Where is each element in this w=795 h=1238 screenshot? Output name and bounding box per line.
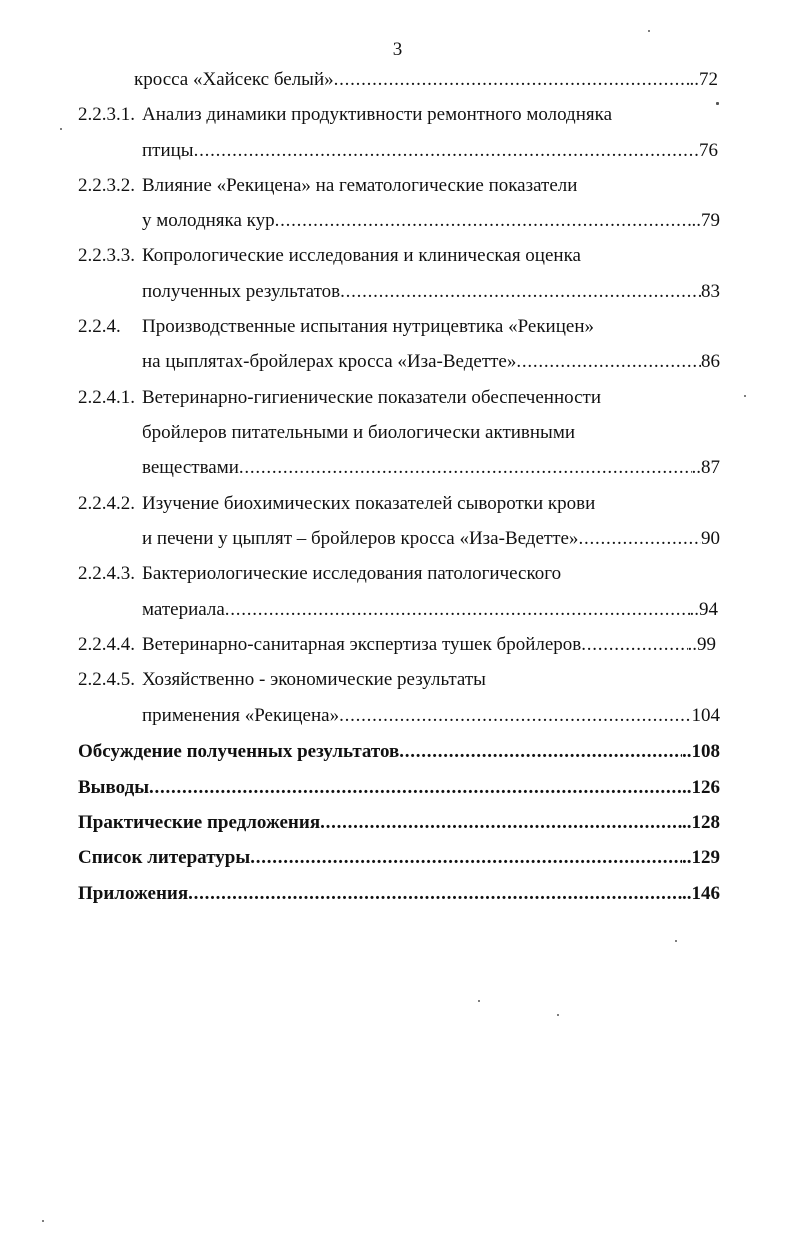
toc-entry-text: Анализ динамики продуктивности ремонтного молодняка [142, 104, 612, 125]
toc-entry-page: ..129 [682, 847, 720, 868]
toc-entry-number: 2.2.3.1. [78, 104, 135, 125]
toc-entry-number: 2.2.4.5. [78, 669, 135, 690]
toc-entry-2-2-3-1-cont [142, 139, 718, 163]
toc-entry-2-2-4-1 [78, 386, 601, 410]
dot-leader [239, 456, 692, 480]
toc-entry-page: ..87 [691, 457, 720, 478]
toc-entry-2-2-4-3-cont [142, 598, 718, 622]
toc-entry-text: применения «Рекицена» [142, 705, 340, 726]
table-of-contents [0, 60, 795, 920]
scan-speck [716, 102, 719, 105]
toc-entry-page: ..128 [682, 812, 720, 833]
dot-leader [250, 846, 682, 870]
toc-entry-page: 86 [701, 351, 720, 372]
toc-entry-page: 104 [691, 705, 720, 726]
toc-entry-text: Список литературы [78, 847, 251, 868]
scan-speck [42, 1220, 44, 1222]
toc-entry-page: 90 [701, 528, 720, 549]
toc-entry-text: Изучение биохимических показателей сыворотки крови [142, 493, 596, 514]
toc-entry-page: ..99 [687, 634, 716, 655]
dot-leader [340, 280, 701, 304]
toc-entry-text: Ветеринарно-санитарная экспертиза тушек бройлеров [142, 634, 582, 655]
toc-entry-number: 2.2.4.3. [78, 563, 135, 584]
toc-entry-text: Приложения [78, 883, 189, 904]
toc-entry-2-2-4-4 [78, 633, 716, 657]
toc-entry-2-2-4-5 [78, 668, 486, 692]
toc-entry-2-2-3-3-cont [142, 280, 720, 304]
toc-entry-2-2-4-1-cont [142, 456, 720, 480]
scan-speck [675, 940, 677, 942]
scan-speck [744, 395, 746, 397]
dot-leader [188, 882, 682, 906]
toc-entry-text: Практические предложения [78, 812, 321, 833]
toc-entry-number: 2.2.4.2. [78, 493, 135, 514]
toc-entry-page: ..146 [682, 883, 720, 904]
scan-speck [60, 128, 62, 130]
toc-entry-2-2-4-2 [78, 492, 595, 516]
toc-entry-text: у молодняка кур [142, 210, 275, 231]
toc-entry-2-2-4-2-cont [142, 527, 720, 551]
toc-entry-2-2-3-1 [78, 103, 612, 127]
toc-entry-text: на цыплятах-бройлерах кросса «Иза-Ведетте» [142, 351, 517, 372]
toc-entry-2-2-3-3 [78, 244, 581, 268]
page-number: 3 [392, 39, 403, 60]
toc-entry-text-with-number [78, 633, 581, 657]
toc-entry-number: 2.2.3.2. [78, 175, 135, 196]
toc-entry-text: Бактериологические исследования патологического [142, 563, 562, 584]
toc-entry-page: 83 [701, 281, 720, 302]
toc-entry-page: ..79 [691, 210, 720, 231]
toc-entry-text: и печени у цыплят – бройлеров кросса «Иза-Ведетте» [142, 528, 579, 549]
toc-entry-text: птицы [142, 140, 194, 161]
toc-entry-conclusions [78, 776, 720, 800]
toc-entry-page: ..94 [689, 599, 718, 620]
toc-entry-text: веществами [142, 457, 239, 478]
toc-entry-references [78, 846, 720, 870]
toc-entry-2-2-4 [78, 315, 594, 339]
toc-entry-text: материала [142, 599, 225, 620]
toc-entry-2-2-4-1-line2 [142, 421, 575, 445]
toc-entry-page: ..108 [682, 741, 720, 762]
toc-entry-text: полученных результатов [142, 281, 341, 302]
dot-leader [516, 350, 701, 374]
scan-speck [648, 30, 650, 32]
toc-entry-text: Обсуждение полученных результатов [78, 741, 400, 762]
dot-leader [334, 68, 690, 92]
toc-entry-2-2-4-3 [78, 562, 561, 586]
toc-entry-number: 2.2.4.4. [78, 634, 135, 655]
dot-leader [339, 704, 691, 728]
dot-leader [194, 139, 699, 163]
toc-entry-practical-suggestions [78, 811, 720, 835]
toc-entry-number: 2.2.4.1. [78, 387, 135, 408]
toc-entry-discussion [78, 740, 720, 764]
dot-leader [399, 740, 682, 764]
toc-entry-2-2-3-2 [78, 174, 577, 198]
toc-entry-text: кросса «Хайсекс белый» [134, 69, 334, 90]
dot-leader [320, 811, 682, 835]
dot-leader [149, 776, 682, 800]
toc-entry-number: 2.2.4. [78, 316, 121, 337]
toc-entry-page: ..126 [682, 777, 720, 798]
toc-entry-2-2-4-cont [142, 350, 720, 374]
toc-entry-text: бройлеров питательными и биологически активными [142, 422, 576, 443]
toc-entry-text: Производственные испытания нутрицевтика «Рекицен» [142, 316, 594, 337]
scan-speck [557, 1014, 559, 1016]
scan-speck [478, 1000, 480, 1002]
toc-entry-text: Влияние «Рекицена» на гематологические показатели [142, 175, 578, 196]
toc-entry-text: Выводы [78, 777, 150, 798]
toc-entry-2-2-4-5-cont [142, 704, 720, 728]
toc-entry-2-2-3-2-cont [142, 209, 720, 233]
dot-leader [578, 527, 701, 551]
toc-entry-page: 76 [699, 140, 718, 161]
toc-entry-appendices [78, 882, 720, 906]
dot-leader [581, 633, 687, 657]
dot-leader [275, 209, 692, 233]
toc-entry-text: Ветеринарно-гигиенические показатели обеспеченности [142, 387, 601, 408]
toc-entry-continuation [134, 68, 718, 92]
toc-entry-text: Хозяйственно - экономические результаты [142, 669, 486, 690]
dot-leader [225, 598, 690, 622]
toc-entry-number: 2.2.3.3. [78, 245, 135, 266]
toc-entry-page: ..72 [689, 69, 718, 90]
toc-entry-text: Копрологические исследования и клиническая оценка [142, 245, 581, 266]
